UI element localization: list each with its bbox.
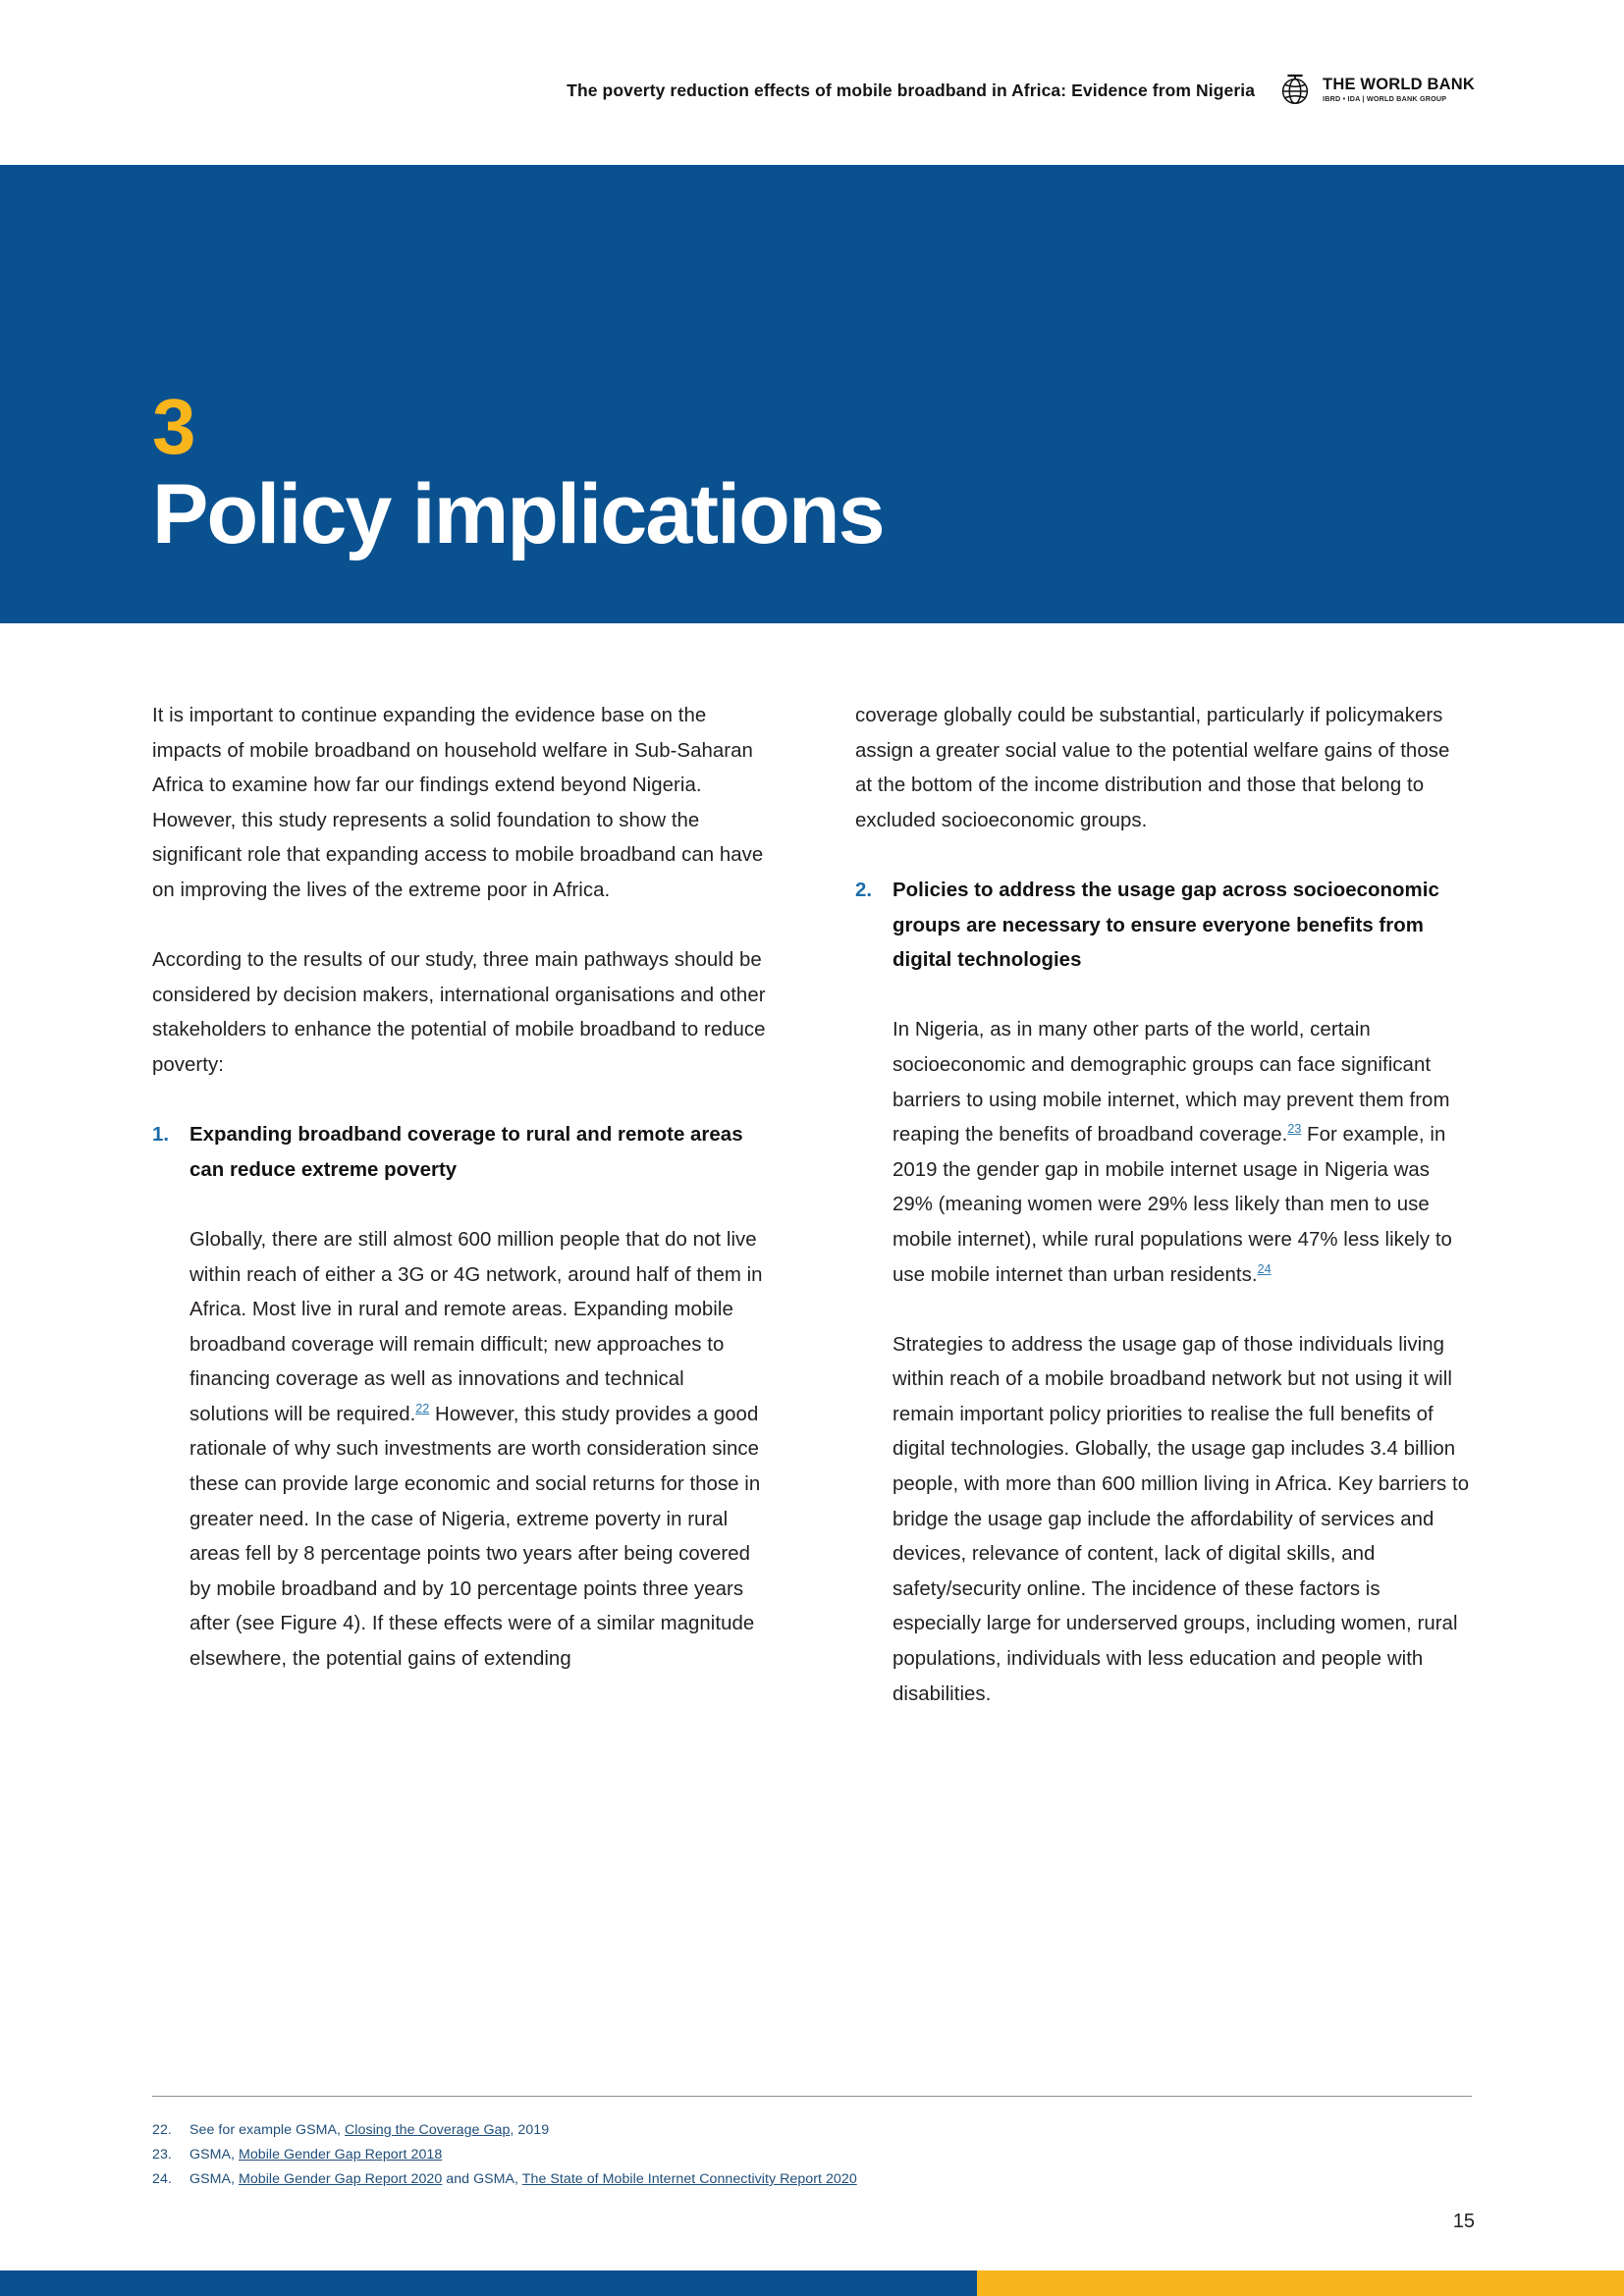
chapter-banner bbox=[0, 165, 1624, 623]
footnote-prefix: GSMA, bbox=[189, 2147, 239, 2163]
footnote-item bbox=[152, 2167, 1472, 2192]
chapter-title: Policy implications bbox=[152, 467, 884, 562]
list-number: 1. bbox=[152, 1124, 170, 1147]
paragraph: Strategies to address the usage gap of those individuals living within reach of a mobile broadband network but not using it will remain important policy priorities to realise the full benefits of digital technologies. Globally, the usage gap includes 3.4 billion people, with more than 600 million living in Africa. Key barriers to bridge the usage gap include the affordability of services and devices, relevance of content, lack of digital skills, and safety/security online. The incidence of these factors is especially large for underserved groups, including women, rural populations, individuals with less education and people with disabilities. bbox=[893, 1333, 1470, 1705]
running-header-title: The poverty reduction effects of mobile broadband in Africa: Evidence from Nigeria bbox=[567, 80, 1256, 100]
paragraph bbox=[893, 1013, 1472, 1293]
footnote-item bbox=[152, 2118, 1472, 2143]
bottom-bar-gold-segment bbox=[977, 2270, 1624, 2296]
recommendation-heading: Expanding broadband coverage to rural and remote areas can reduce extreme poverty bbox=[189, 1124, 743, 1181]
footnote-number: 23. bbox=[152, 2147, 172, 2163]
body-content bbox=[152, 699, 1472, 1712]
recommendation-1-body bbox=[189, 1223, 769, 1678]
footnote-ref-24[interactable]: 24 bbox=[1257, 1261, 1272, 1276]
footnote-link-secondary[interactable]: The State of Mobile Internet Connectivity Report 2020 bbox=[521, 2171, 857, 2187]
footnote-prefix: See for example GSMA, bbox=[189, 2122, 346, 2138]
page-header bbox=[0, 0, 1624, 165]
paragraph: coverage globally could be substantial, particularly if policymakers assign a greater social value to the potential welfare gains of those at the bottom of the income distribution and those that belong to excluded socioeconomic groups. bbox=[855, 705, 1450, 831]
footnote-prefix: GSMA, bbox=[189, 2171, 239, 2187]
bottom-bar-blue-segment bbox=[0, 2270, 977, 2296]
paragraph-text-before-footnote: Globally, there are still almost 600 million people that do not live within reach of either a 3G or 4G network, around half of them in Africa. Most live in rural and remote areas. Expanding mobile broadband coverage will remain difficult; new approaches to financing coverage as well as innovations and technical solutions will be required. bbox=[189, 1228, 763, 1425]
paragraph-text-after-footnote: However, this study provides a good rationale of why such investments are worth consideration since these can provide large economic and social returns for those in greater need. In the case of Nigeria, extreme poverty in rural areas fell by 8 percentage points two years after being covered by mobile broadband and by 10 percentage points three years after (see Figure 4). If these effects were of a similar magnitude elsewhere, the potential gains of extending bbox=[189, 1403, 761, 1671]
footnote-number: 22. bbox=[152, 2122, 172, 2138]
footnote-divider bbox=[152, 2096, 1472, 2097]
footnote-mid: and GSMA, bbox=[442, 2171, 522, 2187]
paragraph-text-mid: For example, in 2019 the gender gap in mobile internet usage in Nigeria was 29% (meaning women were 29% less likely than men to use mobile internet), while rural populations were 47% less likely to use mobile internet than urban residents. bbox=[893, 1124, 1452, 1286]
left-column bbox=[152, 699, 769, 1712]
recommendation-heading: Policies to address the usage gap across socioeconomic groups are necessary to ensure everyone benefits from digital technologies bbox=[893, 879, 1439, 972]
page-number: 15 bbox=[1452, 2211, 1475, 2232]
paragraph: According to the results of our study, three main pathways should be considered by decision makers, international organisations and other stakeholders to enhance the potential of mobile broadband to reduce poverty: bbox=[152, 949, 766, 1076]
paragraph-text-before-footnote: In Nigeria, as in many other parts of the world, certain socioeconomic and demographic groups can face significant barriers to using mobile internet, which may prevent them from reaping the benefits of broadband coverage. bbox=[893, 1019, 1450, 1147]
paragraph bbox=[189, 1223, 769, 1678]
footnote-suffix: , 2019 bbox=[510, 2122, 550, 2138]
footnote-item bbox=[152, 2143, 1472, 2167]
chapter-number: 3 bbox=[152, 382, 195, 470]
footnotes-section bbox=[152, 2096, 1472, 2192]
bottom-decorative-bar bbox=[0, 2270, 1624, 2296]
footnote-link[interactable]: Mobile Gender Gap Report 2020 bbox=[238, 2171, 443, 2187]
recommendation-2 bbox=[855, 874, 1472, 979]
world-bank-logo-text bbox=[1323, 77, 1475, 104]
footnote-link[interactable]: Mobile Gender Gap Report 2018 bbox=[238, 2147, 443, 2163]
footnote-link[interactable]: Closing the Coverage Gap bbox=[345, 2122, 511, 2138]
footnote-ref-23[interactable]: 23 bbox=[1287, 1122, 1302, 1137]
paragraph: It is important to continue expanding the evidence base on the impacts of mobile broadband on household welfare in Sub-Saharan Africa to examine how far our findings extend beyond Nigeria. However, this study represents a solid foundation to show the significant role that expanding access to mobile broadband can have on improving the lives of the extreme poor in Africa. bbox=[152, 705, 764, 901]
world-bank-logo bbox=[1276, 72, 1475, 109]
footnote-text bbox=[189, 2118, 1472, 2143]
list-number: 2. bbox=[855, 879, 873, 901]
recommendation-2-body bbox=[893, 1013, 1472, 1712]
footnote-ref-22[interactable]: 22 bbox=[415, 1402, 430, 1416]
globe-icon bbox=[1276, 72, 1314, 109]
world-bank-logo-main: THE WORLD BANK bbox=[1323, 76, 1475, 94]
right-column bbox=[855, 699, 1472, 1712]
recommendation-1 bbox=[152, 1118, 769, 1188]
footnote-number: 24. bbox=[152, 2171, 172, 2187]
footnote-text bbox=[189, 2143, 1472, 2167]
world-bank-logo-sub: IBRD • IDA | WORLD BANK GROUP bbox=[1323, 94, 1447, 104]
footnote-text bbox=[189, 2167, 1472, 2192]
